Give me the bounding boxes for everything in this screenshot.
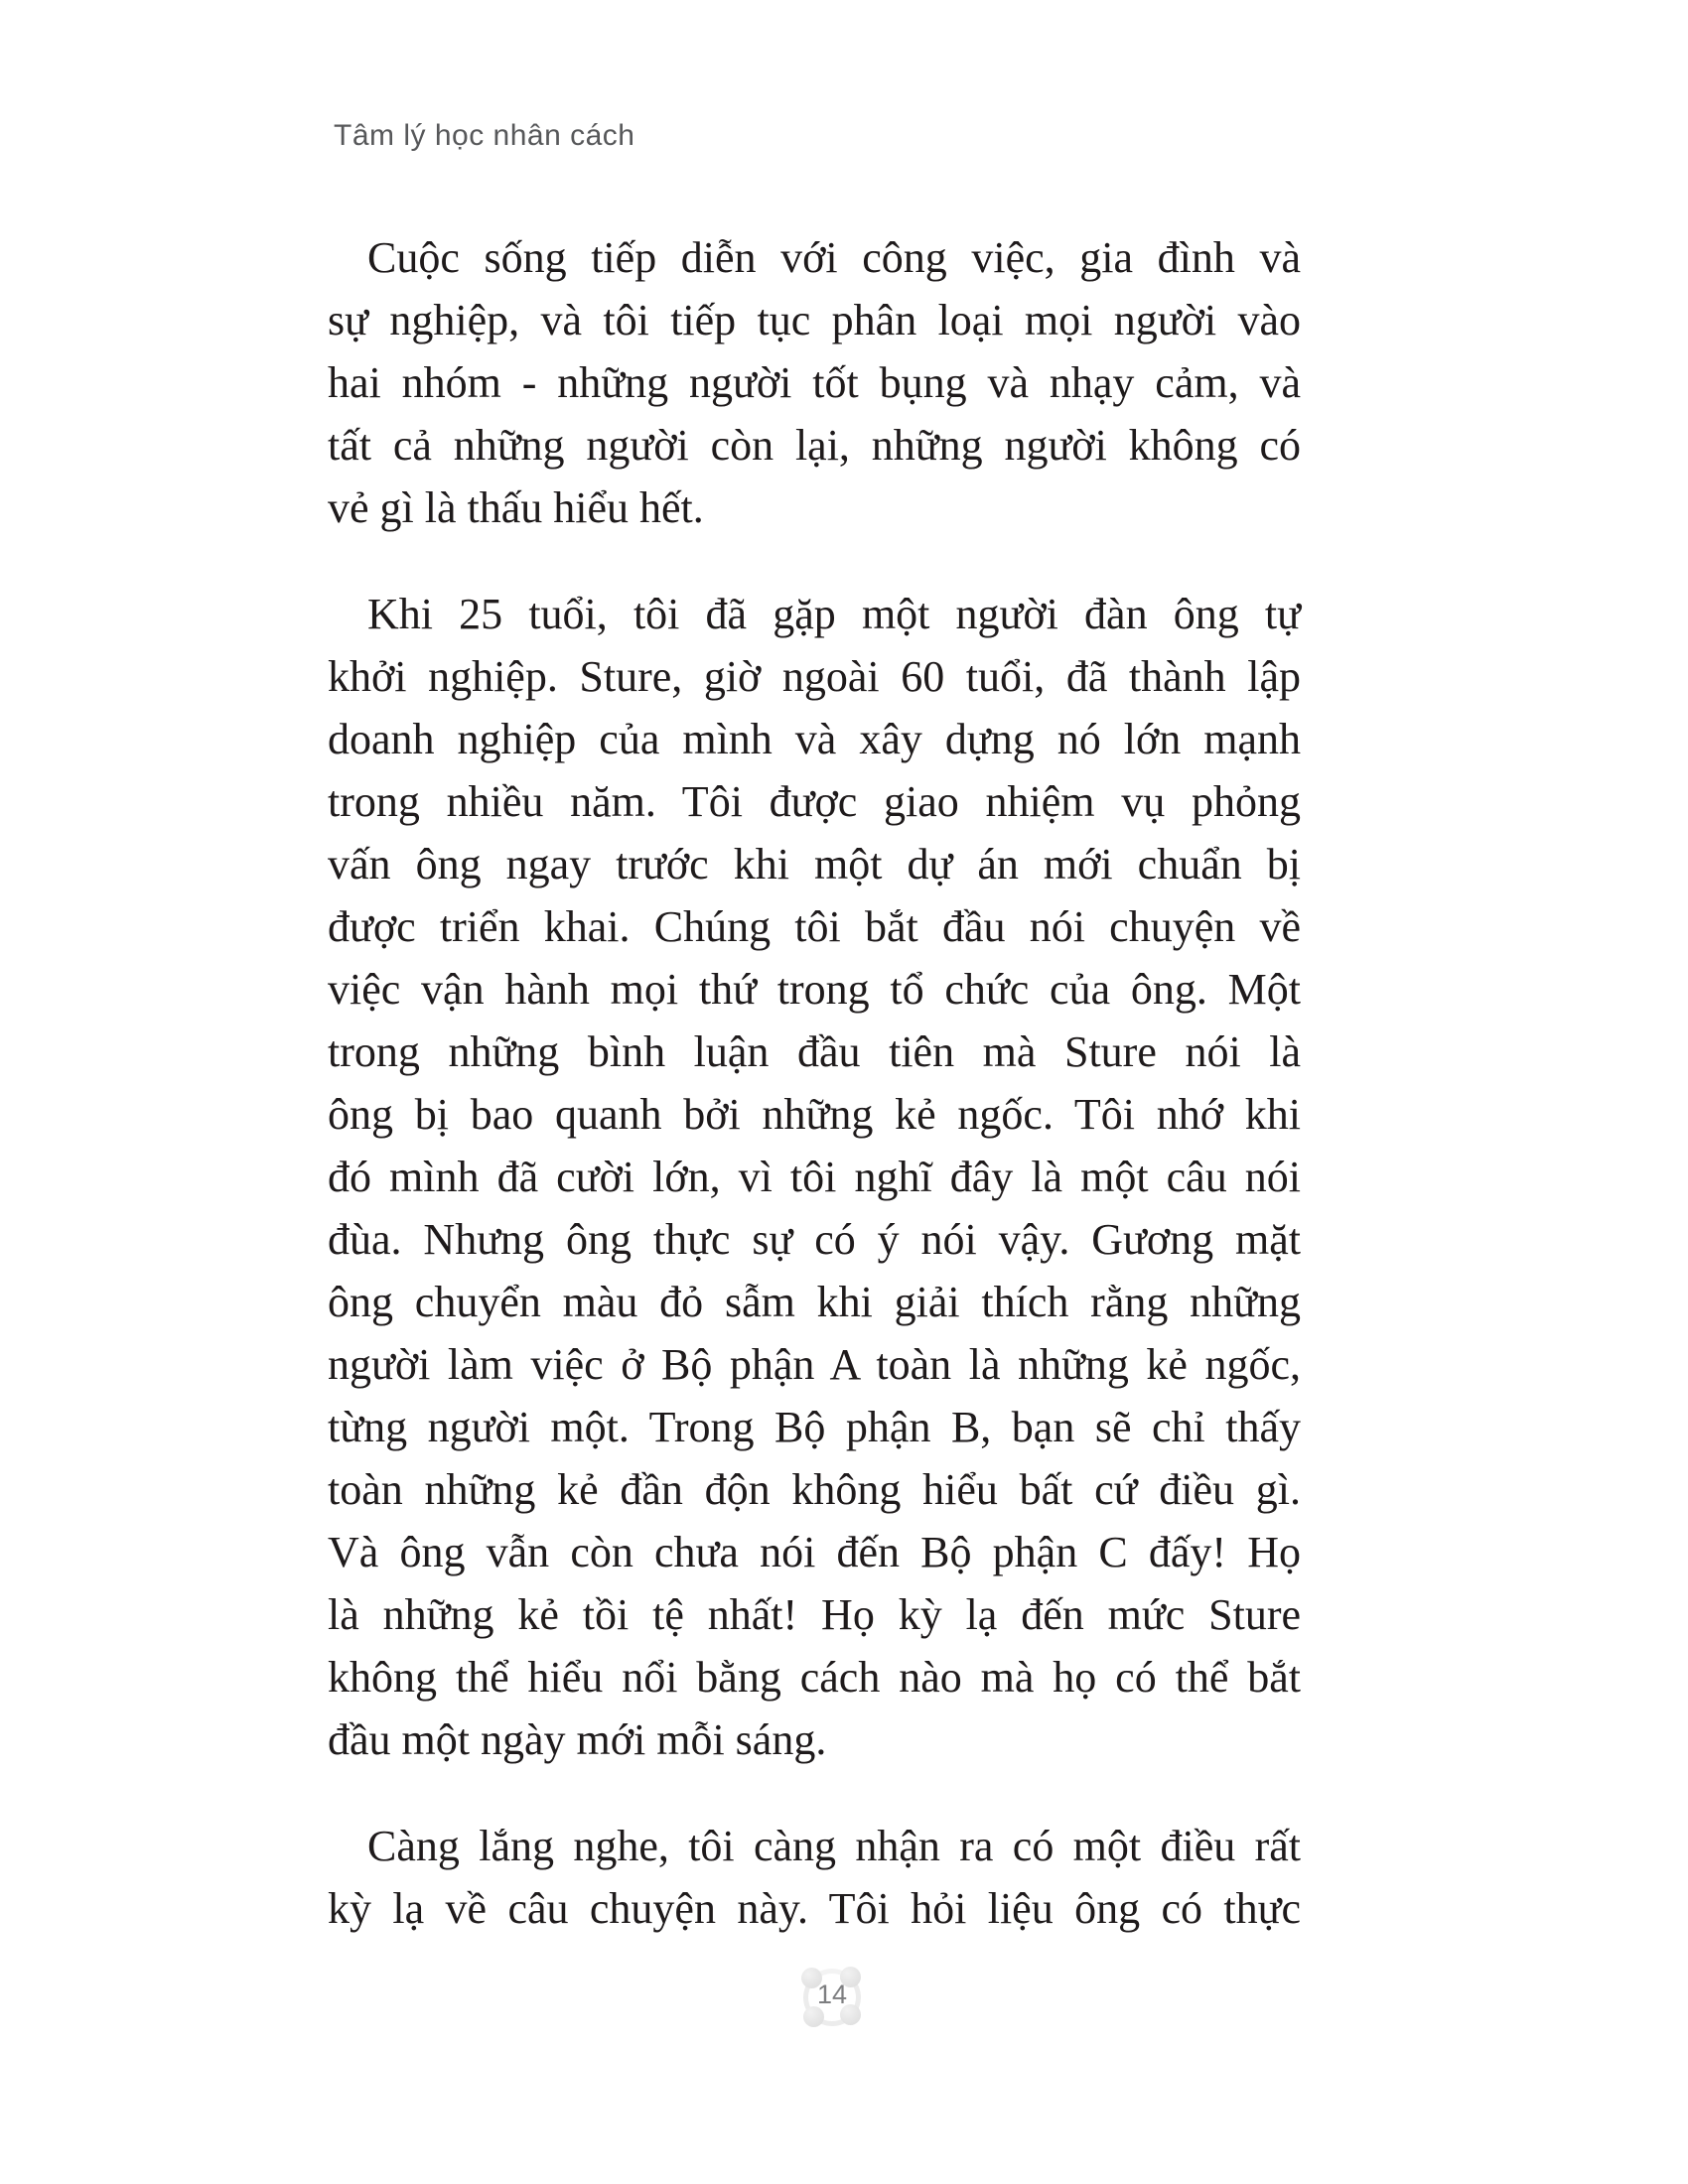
text-line: người làm việc ở Bộ phận A toàn là những kẻ ngốc, [328, 1340, 1301, 1389]
paragraph [328, 226, 1301, 539]
text-line: trong nhiều năm. Tôi được giao nhiệm vụ phỏng [328, 777, 1301, 826]
text-line: được triển khai. Chúng tôi bắt đầu nói chuyện về [328, 902, 1301, 951]
text-line: ông chuyển màu đỏ sẫm khi giải thích rằng những [328, 1278, 1301, 1326]
text-line: trong những bình luận đầu tiên mà Sture nói là [328, 1027, 1301, 1076]
text-line: đó mình đã cười lớn, vì tôi nghĩ đây là một câu nói [328, 1153, 1301, 1201]
text-line: tất cả những người còn lại, những người không có [328, 421, 1301, 470]
text-line: khởi nghiệp. Sture, giờ ngoài 60 tuổi, đã thành lập [328, 652, 1301, 701]
text-line: doanh nghiệp của mình và xây dựng nó lớn mạnh [328, 715, 1301, 763]
text-line: đùa. Nhưng ông thực sự có ý nói vậy. Gương mặt [328, 1215, 1301, 1264]
text-line: Khi 25 tuổi, tôi đã gặp một người đàn ông tự [367, 590, 1301, 638]
text-line: kỳ lạ về câu chuyện này. Tôi hỏi liệu ông có thực [328, 1884, 1301, 1933]
running-header: Tâm lý học nhân cách [334, 119, 635, 152]
text-line: vẻ gì là thấu hiểu hết. [328, 483, 704, 532]
page-number-ornament [800, 1966, 864, 2029]
text-line: việc vận hành mọi thứ trong tổ chức của ông. Một [328, 965, 1301, 1014]
text-line: hai nhóm - những người tốt bụng và nhạy cảm, và [328, 358, 1301, 407]
text-line: là những kẻ tồi tệ nhất! Họ kỳ lạ đến mức Sture [328, 1590, 1301, 1639]
text-line: vấn ông ngay trước khi một dự án mới chuẩn bị [328, 840, 1301, 888]
page-number: 14 [816, 1979, 848, 2009]
text-line: toàn những kẻ đần độn không hiểu bất cứ điều gì. [328, 1465, 1301, 1514]
text-line: đầu một ngày mới mỗi sáng. [328, 1715, 827, 1764]
paragraph [328, 1815, 1301, 1940]
text-line: sự nghiệp, và tôi tiếp tục phân loại mọi người vào [328, 296, 1301, 344]
text-line: từng người một. Trong Bộ phận B, bạn sẽ chỉ thấy [328, 1403, 1301, 1451]
text-line: Cuộc sống tiếp diễn với công việc, gia đình và [367, 233, 1301, 282]
text-line: không thể hiểu nổi bằng cách nào mà họ có thể bắt [328, 1653, 1301, 1702]
paragraph [328, 583, 1301, 1771]
text-line: ông bị bao quanh bởi những kẻ ngốc. Tôi nhớ khi [328, 1090, 1301, 1139]
text-line: Và ông vẫn còn chưa nói đến Bộ phận C đấy! Họ [328, 1528, 1301, 1576]
text-line: Càng lắng nghe, tôi càng nhận ra có một điều rất [367, 1822, 1301, 1870]
body-text [328, 226, 1301, 1940]
